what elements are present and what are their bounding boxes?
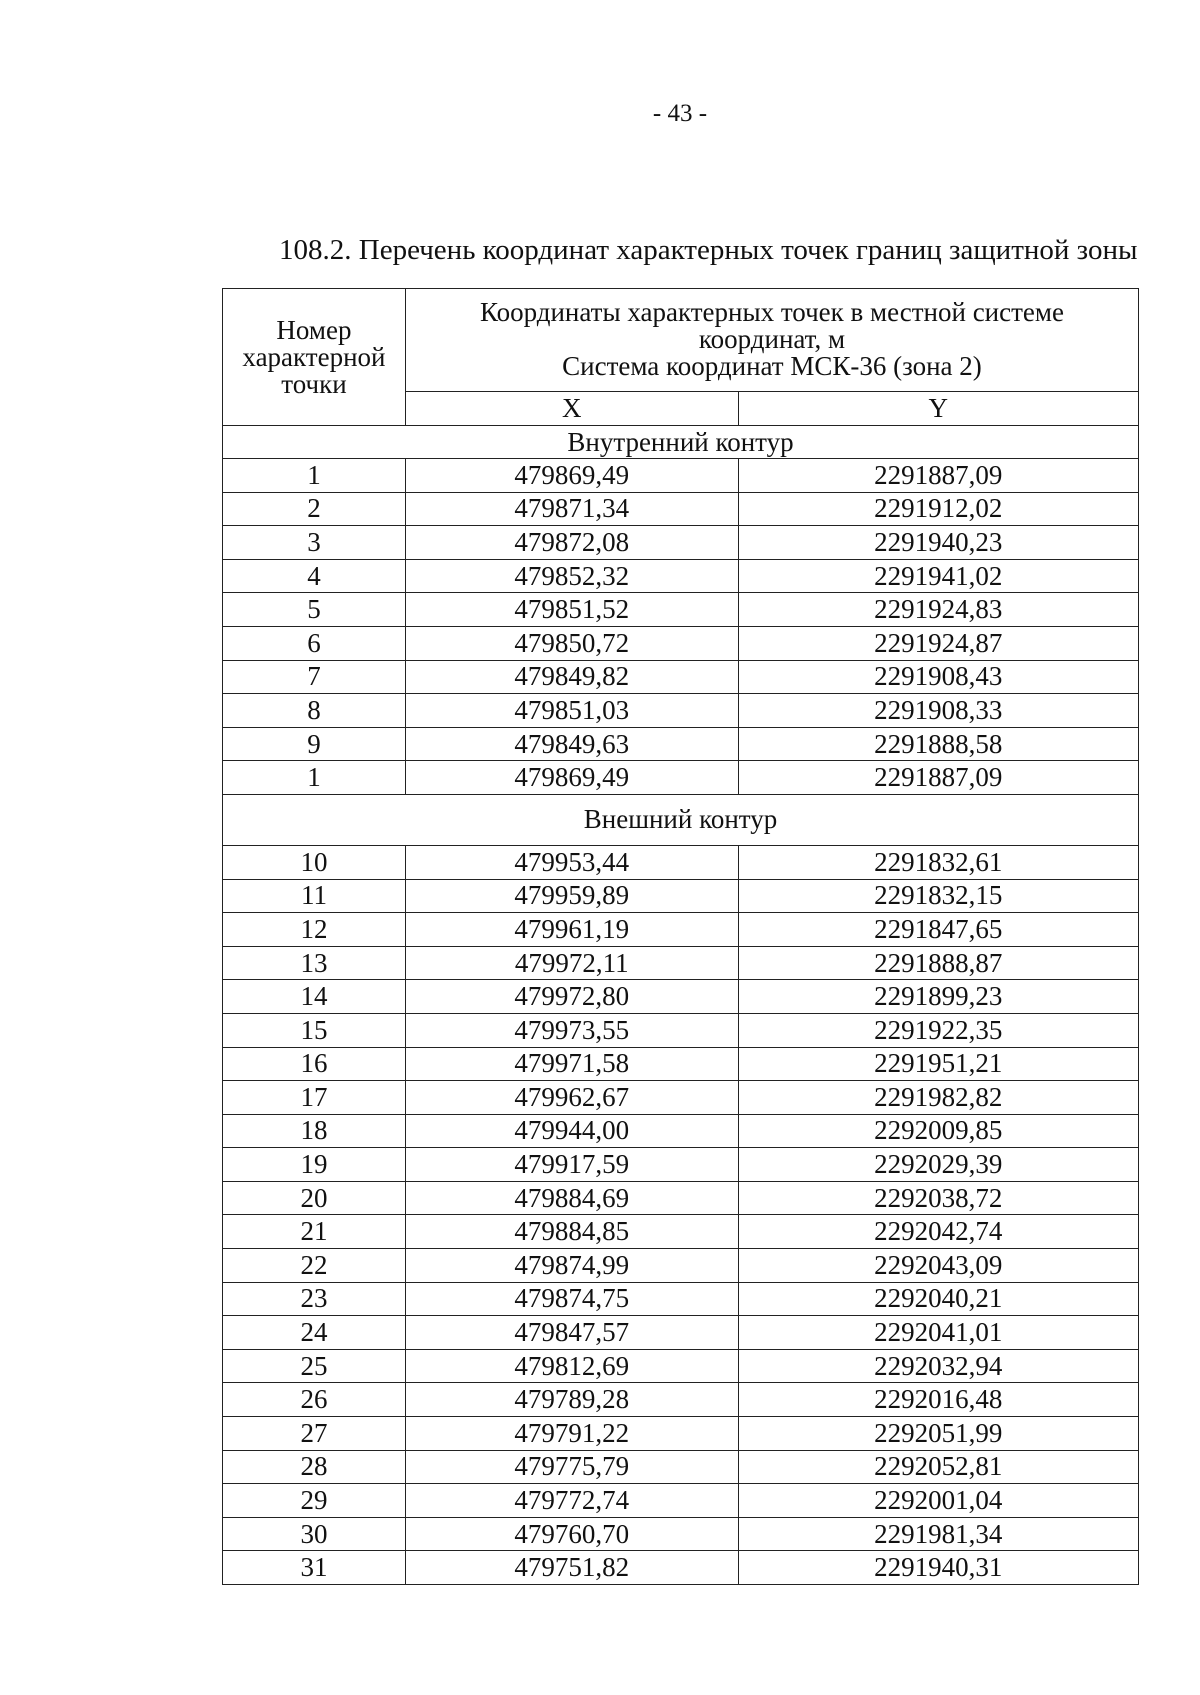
y-coordinate-cell: 2292009,85 (738, 1114, 1139, 1148)
y-coordinate-cell: 2291924,87 (738, 626, 1139, 660)
x-coordinate-cell: 479871,34 (405, 492, 738, 526)
point-number-cell: 30 (223, 1517, 406, 1551)
table-row (223, 459, 1139, 493)
y-coordinate-cell: 2291908,43 (738, 660, 1139, 694)
point-number-cell: 23 (223, 1282, 406, 1316)
y-coordinate-cell: 2292043,09 (738, 1249, 1139, 1283)
table-row (223, 1081, 1139, 1115)
table-row (223, 879, 1139, 913)
table-body (223, 426, 1139, 1585)
y-coordinate-cell: 2291941,02 (738, 559, 1139, 593)
y-coordinate-cell: 2291887,09 (738, 459, 1139, 493)
point-number-cell: 11 (223, 879, 406, 913)
point-number-cell: 17 (223, 1081, 406, 1115)
table-row (223, 626, 1139, 660)
table-row (223, 1450, 1139, 1484)
y-coordinate-cell: 2291981,34 (738, 1517, 1139, 1551)
y-coordinate-cell: 2292029,39 (738, 1148, 1139, 1182)
y-coordinate-cell: 2291887,09 (738, 761, 1139, 795)
section-header-row (223, 426, 1139, 459)
table-row (223, 1316, 1139, 1350)
x-coordinate-cell: 479849,63 (405, 727, 738, 761)
table-row (223, 1148, 1139, 1182)
point-number-cell: 21 (223, 1215, 406, 1249)
point-number-cell: 19 (223, 1148, 406, 1182)
section-header-row (223, 794, 1139, 845)
point-number-cell: 1 (223, 761, 406, 795)
table-row (223, 913, 1139, 947)
x-coordinate-cell: 479959,89 (405, 879, 738, 913)
x-coordinate-cell: 479971,58 (405, 1047, 738, 1081)
table-row (223, 1181, 1139, 1215)
y-coordinate-cell: 2292038,72 (738, 1181, 1139, 1215)
point-number-cell: 1 (223, 459, 406, 493)
point-number-cell: 25 (223, 1349, 406, 1383)
table-row (223, 946, 1139, 980)
point-number-cell: 29 (223, 1484, 406, 1518)
point-number-cell: 6 (223, 626, 406, 660)
y-coordinate-cell: 2291847,65 (738, 913, 1139, 947)
x-coordinate-cell: 479849,82 (405, 660, 738, 694)
x-coordinate-cell: 479751,82 (405, 1551, 738, 1585)
table-row (223, 1215, 1139, 1249)
y-coordinate-cell: 2291982,82 (738, 1081, 1139, 1115)
x-coordinate-cell: 479847,57 (405, 1316, 738, 1350)
point-number-cell: 27 (223, 1417, 406, 1451)
x-coordinate-cell: 479869,49 (405, 459, 738, 493)
point-number-cell: 22 (223, 1249, 406, 1283)
y-coordinate-cell: 2291832,61 (738, 845, 1139, 879)
section-title: Внутренний контур (223, 426, 1139, 459)
x-coordinate-cell: 479812,69 (405, 1349, 738, 1383)
point-number-cell: 2 (223, 492, 406, 526)
coordinates-table (222, 288, 1139, 1585)
x-coordinate-cell: 479874,75 (405, 1282, 738, 1316)
table-row (223, 1349, 1139, 1383)
table-row (223, 492, 1139, 526)
y-coordinate-cell: 2291940,23 (738, 526, 1139, 560)
y-coordinate-cell: 2291888,58 (738, 727, 1139, 761)
y-coordinate-cell: 2292052,81 (738, 1450, 1139, 1484)
y-coordinate-cell: 2291951,21 (738, 1047, 1139, 1081)
point-number-cell: 14 (223, 980, 406, 1014)
point-number-cell: 9 (223, 727, 406, 761)
x-coordinate-cell: 479962,67 (405, 1081, 738, 1115)
point-number-cell: 31 (223, 1551, 406, 1585)
x-coordinate-cell: 479972,11 (405, 946, 738, 980)
y-coordinate-cell: 2291899,23 (738, 980, 1139, 1014)
x-coordinate-cell: 479872,08 (405, 526, 738, 560)
x-coordinate-cell: 479851,52 (405, 593, 738, 627)
point-number-cell: 13 (223, 946, 406, 980)
y-coordinate-cell: 2291922,35 (738, 1013, 1139, 1047)
table-row (223, 1484, 1139, 1518)
y-coordinate-cell: 2291924,83 (738, 593, 1139, 627)
x-coordinate-cell: 479850,72 (405, 626, 738, 660)
table-row (223, 1417, 1139, 1451)
y-coordinate-cell: 2292042,74 (738, 1215, 1139, 1249)
point-number-cell: 4 (223, 559, 406, 593)
x-coordinate-cell: 479772,74 (405, 1484, 738, 1518)
y-coordinate-cell: 2291888,87 (738, 946, 1139, 980)
x-coordinate-cell: 479851,03 (405, 694, 738, 728)
table-row (223, 727, 1139, 761)
x-coordinate-cell: 479869,49 (405, 761, 738, 795)
x-coordinate-cell: 479961,19 (405, 913, 738, 947)
point-number-cell: 3 (223, 526, 406, 560)
y-coordinate-cell: 2291940,31 (738, 1551, 1139, 1585)
x-coordinate-cell: 479972,80 (405, 980, 738, 1014)
table-row (223, 593, 1139, 627)
y-coordinate-cell: 2292001,04 (738, 1484, 1139, 1518)
point-number-cell: 7 (223, 660, 406, 694)
point-number-cell: 10 (223, 845, 406, 879)
y-coordinate-cell: 2292051,99 (738, 1417, 1139, 1451)
table-row (223, 1013, 1139, 1047)
point-number-cell: 18 (223, 1114, 406, 1148)
x-coordinate-cell: 479944,00 (405, 1114, 738, 1148)
point-number-cell: 8 (223, 694, 406, 728)
point-number-cell: 12 (223, 913, 406, 947)
point-number-cell: 24 (223, 1316, 406, 1350)
y-coordinate-cell: 2292016,48 (738, 1383, 1139, 1417)
header-x: X (405, 391, 738, 425)
section-title: Внешний контур (223, 794, 1139, 845)
x-coordinate-cell: 479791,22 (405, 1417, 738, 1451)
header-coordinates (405, 289, 1138, 392)
x-coordinate-cell: 479917,59 (405, 1148, 738, 1182)
point-number-cell: 26 (223, 1383, 406, 1417)
header-coordinates-line2: координат, м (698, 324, 846, 355)
point-number-cell: 15 (223, 1013, 406, 1047)
page-number: - 43 - (652, 100, 708, 127)
header-coordinates-line1: Координаты характерных точек в местной системе (479, 297, 1064, 328)
table-row (223, 1551, 1139, 1585)
x-coordinate-cell: 479884,85 (405, 1215, 738, 1249)
table-row (223, 1114, 1139, 1148)
y-coordinate-cell: 2292032,94 (738, 1349, 1139, 1383)
table-row (223, 1249, 1139, 1283)
header-point-number: Номер характерной точки (223, 289, 406, 426)
table-row (223, 526, 1139, 560)
y-coordinate-cell: 2291908,33 (738, 694, 1139, 728)
y-coordinate-cell: 2292040,21 (738, 1282, 1139, 1316)
document-title: 108.2. Перечень координат характерных точек границ защитной зоны (279, 234, 1138, 266)
header-coordinate-system: Система координат МСК-36 (зона 2) (562, 351, 982, 382)
x-coordinate-cell: 479973,55 (405, 1013, 738, 1047)
table-row (223, 980, 1139, 1014)
table-row (223, 694, 1139, 728)
y-coordinate-cell: 2291832,15 (738, 879, 1139, 913)
y-coordinate-cell: 2292041,01 (738, 1316, 1139, 1350)
x-coordinate-cell: 479874,99 (405, 1249, 738, 1283)
table-row (223, 1282, 1139, 1316)
point-number-cell: 16 (223, 1047, 406, 1081)
y-coordinate-cell: 2291912,02 (738, 492, 1139, 526)
table-row (223, 1383, 1139, 1417)
x-coordinate-cell: 479852,32 (405, 559, 738, 593)
header-y: Y (738, 391, 1139, 425)
x-coordinate-cell: 479789,28 (405, 1383, 738, 1417)
table-row (223, 1047, 1139, 1081)
x-coordinate-cell: 479760,70 (405, 1517, 738, 1551)
point-number-cell: 5 (223, 593, 406, 627)
x-coordinate-cell: 479953,44 (405, 845, 738, 879)
x-coordinate-cell: 479884,69 (405, 1181, 738, 1215)
x-coordinate-cell: 479775,79 (405, 1450, 738, 1484)
table-row (223, 559, 1139, 593)
table-row (223, 845, 1139, 879)
table-row (223, 1517, 1139, 1551)
point-number-cell: 20 (223, 1181, 406, 1215)
table-row (223, 761, 1139, 795)
point-number-cell: 28 (223, 1450, 406, 1484)
table-row (223, 660, 1139, 694)
